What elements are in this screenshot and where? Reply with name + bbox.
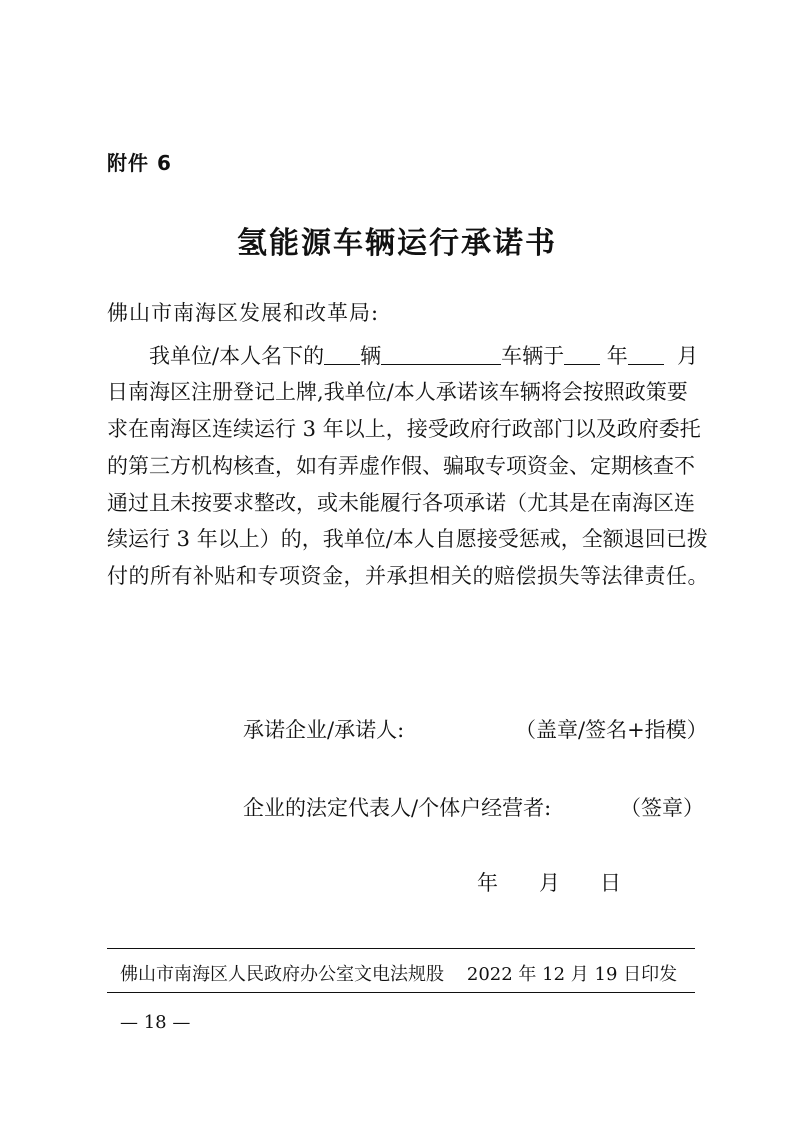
body-line-6: 续运行 3 年以上）的，我单位/本人自愿接受惩戒，全额退回已拨 — [107, 527, 708, 551]
body-line-2: 日南海区注册登记上牌,我单位/本人承诺该车辆将会按照政策要 — [107, 380, 688, 404]
body-line-4: 的第三方机构核查，如有弄虚作假、骗取专项资金、定期核查不 — [107, 454, 695, 478]
body-line-3: 求在南海区连续运行 3 年以上，接受政府行政部门以及政府委托 — [107, 417, 701, 441]
date-day-label: 日 — [600, 871, 621, 895]
body-line-5: 通过且未按要求整改，或未能履行各项承诺（尤其是在南海区连 — [107, 491, 695, 515]
page-number: — 18 — — [120, 1012, 191, 1033]
footer-top-rule — [107, 948, 695, 949]
promisor-label: 承诺企业/承诺人: — [243, 718, 405, 742]
body-text: 我单位/本人名下的 — [149, 344, 325, 368]
legal-rep-note: （签章） — [620, 796, 704, 820]
body-text: 车辆于 — [501, 344, 565, 368]
promisor-note: （盖章/签名+指模） — [515, 718, 708, 742]
body-text: 年 — [606, 344, 628, 368]
date-year-label: 年 — [477, 871, 498, 895]
footer-issuer: 佛山市南海区人民政府办公室文电法规股 — [120, 964, 444, 985]
footer-line — [120, 960, 677, 986]
body-line-7: 付的所有补贴和专项资金，并承担相关的赔偿损失等法律责任。 — [107, 564, 709, 588]
blank-month — [628, 344, 664, 365]
attachment-label: 附件 6 — [107, 151, 172, 175]
blank-vehicle-model — [381, 344, 501, 365]
legal-rep-label: 企业的法定代表人/个体户经营者: — [243, 796, 552, 820]
document-title: 氢能源车辆运行承诺书 — [237, 226, 557, 261]
footer-bottom-rule — [107, 992, 695, 993]
date-month-label: 月 — [539, 871, 560, 895]
body-text: 月 — [677, 344, 699, 368]
blank-year — [564, 344, 600, 365]
body-line-1 — [149, 340, 699, 370]
blank-vehicle-count — [324, 344, 360, 365]
addressee: 佛山市南海区发展和改革局: — [107, 301, 380, 325]
footer-issue-date: 2022 年 12 月 19 日印发 — [466, 964, 678, 985]
body-text: 辆 — [360, 344, 382, 368]
